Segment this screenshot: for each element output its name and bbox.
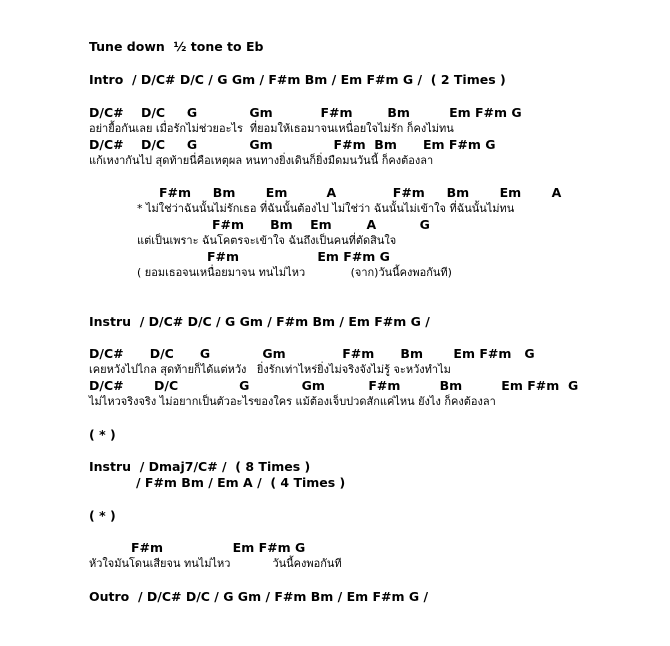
- chorus-chords-3: F#m Em F#m G: [207, 249, 390, 264]
- ending-lyrics: หัวใจมันโดนเสียจน ทนไม่ไหว วันนี้คงพอกันที: [89, 557, 342, 570]
- instru-line-3: / F#m Bm / Em A / ( 4 Times ): [136, 475, 346, 490]
- verse1-lyrics-2: แก้เหงากันไป สุดท้ายนี่คือเหตุผล หนทางยิ่งเดินก็ยิ่งมืดมนวันนี้ ก็คงต้องลา: [89, 154, 434, 167]
- instru-line-2: Instru / Dmaj7/C# / ( 8 Times ): [89, 459, 311, 474]
- chorus-repeat-1: ( * ): [89, 427, 116, 442]
- verse2-lyrics-2: ไม่ไหวจริงจริง ไม่อยากเป็นตัวอะไรของใคร แม้ต้องเจ็บปวดสักแค่ไหน ยังไง ก็คงต้องลา: [89, 395, 496, 408]
- chorus-lyrics-2: แต่เป็นเพราะ ฉันโคตรจะเข้าใจ ฉันถึงเป็นคนที่ตัดสินใจ: [137, 234, 397, 247]
- tuning-line: Tune down ½ tone to Eb: [89, 39, 264, 54]
- intro-line: Intro / D/C# D/C / G Gm / F#m Bm / Em F#m G / ( 2 Times ): [89, 72, 506, 87]
- verse2-lyrics-1: เคยหวังไปไกล สุดท้ายก็ได้แต่หวัง ยิ่งรักเท่าไหร่ยิ่งไม่จริงจังไม่รู้ จะหวังทำไม: [89, 363, 451, 376]
- chorus-lyrics-3: ( ยอมเธอจนเหนื่อยมาจน ทนไม่ไหว (จาก)วันนี้คงพอกันที): [137, 266, 452, 279]
- chorus-repeat-2: ( * ): [89, 508, 116, 523]
- ending-chords: F#m Em F#m G: [131, 540, 306, 555]
- verse2-chords-2: D/C# D/C G Gm F#m Bm Em F#m G: [89, 378, 579, 393]
- chorus-chords-2: F#m Bm Em A G: [212, 217, 430, 232]
- verse1-lyrics-1: อย่ายื้อกันเลย เมื่อรักไม่ช่วยอะไร ที่ยอมให้เธอมาจนเหนื่อยใจไม่รัก ก็คงไม่ทน: [89, 122, 454, 135]
- chorus-chords-1: F#m Bm Em A F#m Bm Em A: [159, 185, 562, 200]
- verse2-chords-1: D/C# D/C G Gm F#m Bm Em F#m G: [89, 346, 535, 361]
- outro-line: Outro / D/C# D/C / G Gm / F#m Bm / Em F#m G /: [89, 589, 429, 604]
- verse1-chords-2: D/C# D/C G Gm F#m Bm Em F#m G: [89, 137, 496, 152]
- chorus-lyrics-1: * ไม่ใช่ว่าฉันนั้นไม่รักเธอ ที่ฉันนั้นต้องไป ไม่ใช่ว่า ฉันนั้นไม่เข้าใจ ที่ฉันนั้นไม่ทน: [137, 202, 515, 215]
- verse1-chords-1: D/C# D/C G Gm F#m Bm Em F#m G: [89, 105, 522, 120]
- instru-line-1: Instru / D/C# D/C / G Gm / F#m Bm / Em F#m G /: [89, 314, 430, 329]
